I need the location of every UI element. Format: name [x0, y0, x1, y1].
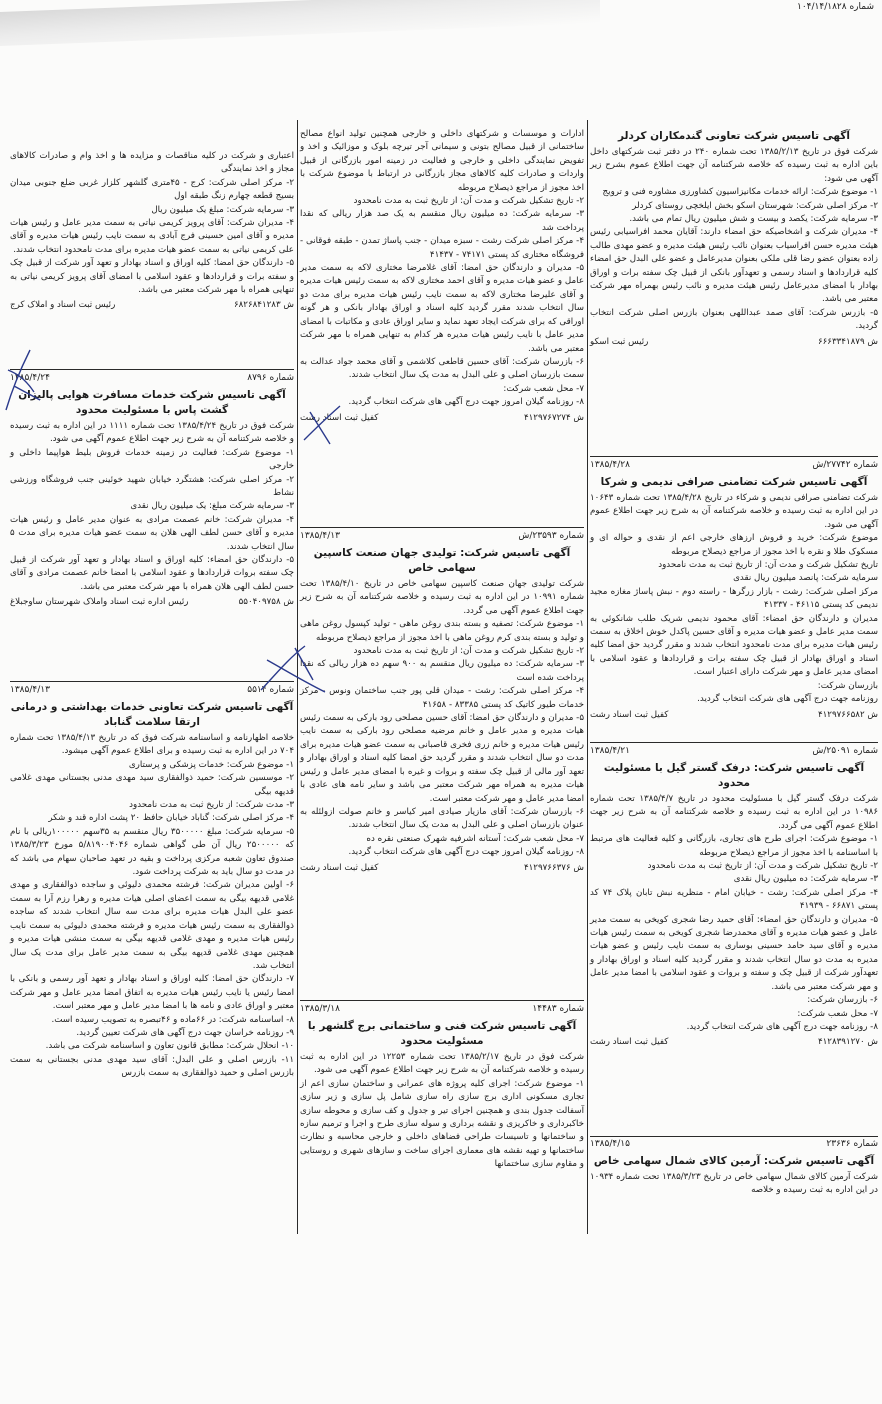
notice-title: آگهی تاسیس شرکت: آرمین کالای شمال سهامی خاص: [593, 1155, 875, 1167]
notice-kordlar: [590, 128, 878, 349]
notice-title: آگهی تاسیس شرکت: درفک گستر گیل با مسئولیت محدود: [603, 762, 865, 789]
notice-paragraph: ۸- اساسنامه شرکت: در ۶۶ماده و ۴۶تبصره به تصویب رسیده است.: [51, 1014, 294, 1025]
notice-paragraph: تاریخ تشکیل شرکت و مدت آن: از تاریخ ثبت به مدت نامحدود: [658, 560, 878, 571]
notice-number: شماره ۲۷۷۴۲/ش: [812, 460, 878, 470]
notice-paragraph: ۱- موضوع شرکت: تصفیه و بسته بندی روغن ماهی - تولید کپسول روغن ماهی و تولید و بسته بندی کرم روغن ماهی با اخذ مجوز از مراجع ذیصلاح مربوطه: [300, 619, 584, 643]
notice-paragraph: شرکت درفک گستر گیل با مسئولیت محدود در تاریخ ۱۳۸۵/۴/۷ تحت شماره ۱۰۹۸۶ در این اداره به ثبت رسیده و خلاصه شرکتنامه آن به شرح زیر جهت اطلاع عموم آگهی می گردد.: [590, 794, 878, 831]
notice-paragraph: ۵- مدیران و دارندگان حق امضا: آقای غلامرضا مختاری لاکه به سمت مدیر عامل و عضو هیات مدیره و آقای احمد مختاری لاکه به سمت رئیس هیات مدیره و آقای علیرضا مختاری لاکه به سمت نایب رئیس هیات مدیره برای مدت دو سال انتخاب شدند مقرر گردید کلیه اسناد و اوراق بهادار بانکی و هر گونه اوراقی که برای شرکت ایجاد تعهد نماید و سایر اوراق عادی و مکاتبات با امضای مدیر عامل با نایب رئیس هیات مدیره هر کدام به تنهایی همراه با مهر شرکت معتبر می باشد.: [300, 263, 584, 354]
notice-paragraph: ۸- روزنامه گیلان امروز جهت درج آگهی های شرکت انتخاب گردید.: [348, 847, 584, 858]
notice-armin: [590, 1139, 878, 1198]
notice-paragraph: ۸- روزنامه جهت درج آگهی های شرکت انتخاب گردید.: [686, 1021, 878, 1032]
notice-paragraph: ۱- موضوع شرکت: اجرای طرح های تجاری، بازرگانی و کلیه فعالیت های مرتبط با اساسنامه با اخذ مجوز از مراجع ذیصلاح مربوطه: [590, 834, 878, 858]
notice-paragraph: ۵- دارندگان حق امضاء: کلیه اوراق و اسناد بهادار و تعهد آور شرکت از قبیل چک سفته بروات قراردادها و عقود اسلامی با امضا خانم عصمت مرادی و آقای حسن لطف الهی هلان همراه با مهر شرکت معتبر می باشد.: [10, 555, 294, 592]
notice-number: شماره ۲۵۰۹۱/ش: [812, 746, 878, 756]
notice-title: آگهی تاسیس شرکت خدمات مسافرت هوایی پالیزان گشت پاس با مسئولیت محدود: [18, 389, 286, 416]
notice-signer: کفیل ثبت اسناد رشت: [300, 412, 379, 423]
notice-paragraph: ۷- دارندگان حق امضا: کلیه اوراق و اسناد بهادار و تعهد آور رسمی و بانکی با امضا رئیس یا نایب رئیس هیات مدیره به اتفاق امضا مدیر عامل و مهر شرکت معتبر و اوراق عادی و نامه ها با امضا مدیر عامل و مهر معتبر است.: [10, 974, 294, 1012]
notice-dorfak: [590, 746, 878, 1049]
notice-signature: [10, 299, 294, 312]
notice-date: ۱۳۸۵/۴/۱۳: [300, 531, 340, 541]
notice-date: ۱۳۸۵/۴/۲۸: [590, 460, 630, 470]
notice-signer: کفیل ثبت اسناد رشت: [590, 709, 669, 720]
notice-paragraph: ۶- اولین مدیران شرکت: فرشته محمدی دلیوئی و ساجده ذوالفقاری و مهدی غلامی قدیهه بیگی به سمت اعضای اصلی هیات مدیره و رهرا رزم آرا به سمت عضو علی البدل هیات مدیره برای مدت سه سال انتخاب شدند که ساجده ذوالفقاری به سمت رئیس هیات مدیره و فرشته محمدی دلیوئی به سمت نایب رئیس هیات مدیره و مهدی غلامی قدیهه بیگی به سمت منشی هیات مدیره و همچنین مهدی غلامی قدیهه بیگی به سمت مدیر عامل برای مدت یک سال انتخاب شد.: [10, 880, 294, 971]
notice-date: ۱۳۸۵/۴/۲۱: [590, 746, 630, 756]
notice-header: [590, 746, 878, 760]
notice-signature: [590, 709, 878, 722]
notice-paragraph: ۳- سرمایه شرکت: یکصد و بیست و شش میلیون ریال تمام می باشد.: [629, 214, 878, 225]
notice-paragraph: ۲- تاریخ تشکیل شرکت و مدت آن: از تاریخ ثبت به مدت نامحدود: [353, 646, 584, 657]
notice-signature: [590, 336, 878, 349]
notice-body: [590, 146, 878, 334]
notice-header: [300, 531, 584, 545]
notice-header: [590, 1139, 878, 1153]
notice-paragraph: ۳- سرمایه شرکت مبلغ: یک میلیون ریال نقدی: [130, 501, 294, 512]
notice-caspian: [300, 531, 584, 875]
notice-ref: ش ۴۱۲۹۷۶۶۵۸۲: [817, 709, 878, 720]
notice-title: آگهی تاسیس شرکت تعاونی خدمات بهداشتی و درمانی ارتقا سلامت گناباد: [10, 701, 294, 728]
notice-paragraph: ۲- مرکز اصلی شرکت: شهرستان اسکو بخش ایلخچی روستای کردلر: [632, 200, 878, 211]
notice-paragraph: ۴- مدیران شرکت: آقای پرویز کریمی نیاتی به سمت مدیر عامل و رئیس هیات مدیره و آقای امین حسینی فرج آبادی به سمت نایب رئیس هیات مدیره و آقای علی کریمی نیاتی به سمت عضو هیات مدیره برای مدت نامحدود انتخاب شدند.: [10, 218, 294, 255]
notice-separator: [590, 456, 878, 457]
notice-paragraph: ادارات و موسسات و شرکتهای داخلی و خارجی همچنین تولید انواع مصالح ساختمانی از قبیل مصالح بتونی و سیمانی آجر تیرچه بلوک و موزائیک و اخذ و تفویض نمایندگی داخلی و خارجی و فعالیت در زمینه امور بازرگانی از قبیل واردات و صادرات کلیه کالاهای مجاز بازرگانی در ارتباط با موضوع شرکت با اخذ مجوز از مراجع ذیصلاح مربوطه: [300, 129, 584, 193]
notice-signature: [300, 412, 584, 425]
notice-paragraph: شرکت آرمین کالای شمال سهامی خاص در تاریخ ۱۳۸۵/۳/۲۳ تحت شماره ۱۰۹۳۴ در این اداره به ثبت رسیده و خلاصه: [590, 1172, 878, 1196]
notice-body: [10, 150, 294, 297]
notice-paragraph: ۳- مدت شرکت: از تاریخ ثبت به مدت نامحدود: [129, 800, 294, 811]
notice-paragraph: ۴- مرکز اصلی شرکت: رشت - میدان قلی پور جنب ساختمان ونوس - مرکز خدمات طیور کاتیک کد پستی ۸۳۳۸۵ - ۴۱۶۵۸: [300, 686, 584, 710]
notice-paragraph: اعتباری و شرکت در کلیه مناقصات و مزایده ها و اخذ وام و صادرات کالاهای مجاز و اخذ نمایندگی: [10, 151, 294, 175]
notice-body: [590, 492, 878, 707]
notice-paragraph: ۲- تاریخ تشکیل شرکت و مدت آن: از تاریخ ثبت به مدت نامحدود: [647, 861, 878, 872]
notice-paragraph: ۵- مدیران و دارندگان حق امضا: آقای حسین مصلحی رود بارکی به سمت رئیس هیات مدیره و مدیر عامل و خانم مرضیه مصلحی رود بارکی به سمت نایب رئیس هیات مدیره و خانم زری فخری قاصبانی به سمت عضو هیات مدیره برای مدت دو سال انتخاب شدند و مقرر گردید حق امضا کلیه اسناد و اوراق بهادار و تعهد آور مالی از قبیل چک سفته و بروات و غیره با امضای مدیر عامل و رئیس هیات مدیره به همراه مهر شرکت معتبر می باشد و سایر نامه های عادی با امضا مدیر عامل و مهر شرکت معتبر است.: [300, 713, 584, 804]
notice-ref: ش ۴۱۲۹۷۶۷۲۷۴: [523, 412, 584, 423]
notice-header: [590, 460, 878, 474]
column-divider-left: [297, 120, 298, 1234]
column-divider-right: [587, 120, 588, 1234]
notice-paragraph: مدیران و دارندگان حق امضاء: آقای محمود ندیمی شریک طلب شانکوئی به سمت مدیر عامل و عضو هیات مدیره و آقای حسین پاکدل خوش اخلاق به سمت رئیس هیات مدیره برای مدت نامحدود انتخاب شدند و مقرر گردید حق امضا کلیه اسناد و اوراق بهادار از قبیل چک سفته برات و قراردادها و عقود اسلامی با امضای مدیر عامل و مهر شرکت دارای اعتبار است.: [590, 613, 878, 678]
notice-signer: رئیس ثبت اسناد و املاک کرج: [10, 300, 116, 311]
notice-paragraph: ۱- موضوع شرکت: خدمات پزشکی و پرستاری: [128, 759, 294, 770]
notice-golshahr: [300, 1004, 584, 1172]
notice-paragraph: ۶- بازرسان شرکت: آقای حسین قاطعی کلاشمی و آقای محمد جواد عدالت به سمت بازرسان اصلی و علی البدل به مدت یک سال انتخاب شدند.: [300, 356, 584, 381]
notice-separator: [590, 742, 878, 743]
notice-separator: [590, 1136, 878, 1137]
notice-ref: ش ۵۵۰۴۰۹۷۵۸: [238, 597, 294, 608]
top-strip: [0, 0, 882, 14]
notice-signature: [300, 862, 584, 875]
notice-palizan: [10, 373, 294, 622]
notice-date: ۱۳۸۵/۳/۱۸: [300, 1004, 340, 1014]
notice-body: [300, 128, 584, 410]
notice-number: شماره ۲۳۶۳۶: [826, 1139, 878, 1149]
notice-paragraph: ۱۰- انحلال شرکت: مطابق قانون تعاون و اساسنامه شرکت می باشد.: [45, 1041, 294, 1052]
notice-separator: [300, 1000, 584, 1001]
notice-karaj: [10, 150, 294, 312]
notice-paragraph: روزنامه جهت درج آگهی های شرکت انتخاب گردید.: [697, 694, 878, 705]
notice-ref: ش ۴۱۲۸۳۹۱۲۷۰: [817, 1037, 878, 1048]
notice-paragraph: مرکز اصلی شرکت: رشت - بازار زرگرها - راسته دوم - نبش پاساژ مغازه مجید ندیمی کد پستی ۴۶۱۱۵ - ۴۱۳۳۷: [590, 586, 878, 611]
notice-paragraph: ۸- روزنامه گیلان امروز جهت درج آگهی های شرکت انتخاب گردید.: [348, 397, 584, 408]
notice-paragraph: ۱- موضوع شرکت: اجرای کلیه پروژه های عمرانی و ساختمان سازی اعم از تجاری مسکونی اداری برج سازی راه سازی شامل پل سازی و زیر سازی آسفالت جدول بندی و همچنین اجرای تیر و جدول و کف سازی و محوطه سازی خاکبرداری و خاکریزی و نقشه برداری و سوله سازی طرح و اجرا و ترمیم سازه و ساختمانها و تاسیسات طراحی فضاهای داخلی و خارجی محاسبه و نظارت ساختمانها و تهیه نقشه های معماری اجرای ساخت و سازهای شهری و روستایی و مقاوم سازی ساختمانها: [300, 1078, 584, 1170]
notice-header: [10, 685, 294, 699]
notice-paragraph: سرمایه شرکت: پانصد میلیون ریال نقدی: [733, 573, 878, 584]
notice-paragraph: ۲- مرکز اصلی شرکت: کرج - ۴۵متری گلشهر کلزار غربی ضلع جنوبی میدان بسیج قطعه چهارم زنگ طبقه اول: [10, 177, 294, 202]
notice-paragraph: ۳- سرمایه شرکت: ده میلیون ریال منقسم به یک صد هزار ریالی که نقدا پرداخت شد: [300, 209, 584, 233]
notice-paragraph: موضوع شرکت: خرید و فروش ارزهای خارجی اعم از نقدی و حواله ای و مسکوک طلا و نقره با اخذ مجوز از مراجع ذیصلاح مربوطه: [590, 533, 878, 557]
notice-mokhtari: [300, 128, 584, 425]
notice-title: آگهی تاسیس شرکت تضامنی صرافی ندیمی و شرکا: [600, 476, 868, 488]
notice-paragraph: ۴- مرکز اصلی شرکت: رشت - خیابان امام - منظریه نبش تابان پلاک ۷۴ کد پستی ۶۶۸۷۱ - ۴۱۹۳۹: [590, 887, 878, 912]
notice-paragraph: ۴- مرکز اصلی شرکت: گناباد خیابان حافظ ۲۰ پشت اداره قند و شکر: [48, 813, 294, 824]
notice-paragraph: شرکت تضامنی صرافی ندیمی و شرکاء در تاریخ ۱۳۸۵/۴/۲۸ تحت شماره ۱۰۶۴۳ در این اداره به ثبت رسیده و خلاصه شرکتنامه آن به شرح زیر جهت اطلاع عموم آگهی می شود.: [590, 493, 878, 530]
notice-paragraph: شرکت فوق در تاریخ ۱۳۸۵/۲/۱۳ تحت شماره ۲۴۰ در دفتر ثبت شرکتهای داخل باین اداره به ثبت رسیده که خلاصه شرکتنامه آن جهت اطلاع عموم بشرح زیر آگهی می شود:: [590, 147, 878, 184]
notice-ref: ش ۶۸۲۶۸۴۱۲۸۳: [233, 300, 294, 311]
notice-paragraph: خلاصه اظهارنامه و اساسنامه شرکت فوق که در تاریخ ۱۳۸۵/۴/۱۳ تحت شماره ۷۰۴ در این اداره به ثبت رسیده و برای اطلاع عموم آگهی میشود.: [10, 733, 295, 757]
notice-paragraph: ۱- موضوع شرکت: فعالیت در زمینه خدمات فروش بلیط هواپیما داخلی و خارجی: [10, 447, 294, 472]
notice-paragraph: شرکت تولیدی جهان صنعت کاسپین سهامی خاص در تاریخ ۱۳۸۵/۴/۱۰ تحت شماره ۱۰۹۹۱ در این اداره به ثبت رسیده و خلاصه شرکتنامه آن به شرح زیر جهت اطلاع عموم آگهی می گردد.: [300, 579, 584, 616]
notice-body: [10, 732, 294, 1081]
notice-date: ۱۳۸۵/۴/۱۵: [590, 1139, 630, 1149]
notice-separator: [10, 681, 294, 682]
notice-paragraph: ۲- موسسین شرکت: حمید ذوالفقاری سید مهدی مدنی بجستانی مهدی غلامی قدیهه بیگی: [10, 773, 294, 797]
notice-paragraph: ۵- مدیران و دارندگان حق امضاء: آقای حمید رضا شجری کویخی به سمت مدیر عامل و عضو هیات مدیره و آقای محمدرضا شجری کویخی به سمت رئیس هیات مدیره و آقای سید حامد حسینی بوساری به سمت نایب رئیس و عضو هیات مدیره به مدت دو سال انتخاب شدند و مقرر گردید کلیه اسناد و اوراق بهادار و تعهدآور شرکت از قبیل چک و سفته و بروات و عقود اسلامی با امضا مدیر عامل و مهر شرکت معتبر می باشد.: [590, 914, 878, 992]
notice-paragraph: ۱- موضوع شرکت: ارائه خدمات مکانیزاسیون کشاورزی مشاوره فنی و ترویج: [602, 187, 878, 198]
notice-paragraph: ۲- مرکز اصلی شرکت: هشتگرد خیابان شهید خوئینی جنب فروشگاه ورزشی نشاط: [10, 474, 294, 499]
notice-paragraph: ۱۱- بازرس اصلی و علی البدل: آقای سید مهدی مدنی بجستانی به سمت بازرس اصلی و حمید ذوالفقاری به سمت بازرس: [10, 1054, 294, 1079]
notice-date: ۱۳۸۵/۴/۲۴: [10, 373, 50, 383]
notice-signer: رئیس ثبت اسکو: [590, 336, 649, 347]
notice-paragraph: ۵- سرمایه شرکت: مبلغ ۳۵۰۰۰۰۰ ریال منقسم به ۳۵سهم ۱۰۰۰۰۰ریالی با نام که ۲۵۰۰۰۰۰ ریال آن طی گواهی شماره ۵/۸۱۹۰۰۴۰۴۶ مورخ ۱۳۸۵/۳/۲۳ صندوق تعاون شعبه مرکزی پرداخت و بقیه در تعهد صاحبان سهام می باشد که در مدت دو سال باید به شرکت پرداخت شود.: [10, 826, 294, 878]
notice-paragraph: ۴- مدیران شرکت: خانم عصمت مرادی به عنوان مدیر عامل و رئیس هیات مدیره و آقای حسن لطف الهی هلان به سمت عضو هیات مدیره برای مدت ۵ سال انتخاب شدند.: [10, 514, 294, 552]
notice-paragraph: ۶- بازرسان شرکت:: [807, 995, 878, 1006]
notice-signer: کفیل ثبت اسناد رشت: [300, 862, 379, 873]
notice-paragraph: ۷- محل شعب شرکت:: [503, 383, 584, 394]
notice-paragraph: ۵- بازرس شرکت: آقای صمد عبداللهی بعنوان بازرس اصلی شرکت انتخاب گردید.: [590, 307, 878, 332]
notice-paragraph: شرکت فوق در تاریخ ۱۳۸۵/۴/۲۴ تحت شماره ۱۱۱۱ در این اداره به ثبت رسیده و خلاصه شرکتنامه آن به شرح زیر جهت اطلاع عموم آگهی می شود.: [10, 421, 294, 445]
notice-gonabad: [10, 685, 294, 1081]
notice-paragraph: ۳- سرمایه شرکت: ده میلیون ریال نقدی: [733, 874, 878, 885]
notice-paragraph: ۳- سرمایه شرکت: مبلغ یک میلیون ریال: [151, 204, 294, 215]
notice-paragraph: ۷- محل شعب شرکت:: [797, 1008, 878, 1019]
top-number: شماره ۱۰۴/۱۴/۱۸۲۸: [797, 2, 874, 12]
notice-paragraph: ۵- دارندگان حق امضا: کلیه اوراق و اسناد بهادار و تعهد آور شرکت از قبیل چک و سفته برات و قراردادها و عقود اسلامی با امضای آقای پرویز کریمی نیاتی به تنهایی همراه با مهر شرکت معتبر می باشد.: [10, 258, 294, 296]
notice-title: آگهی تاسیس شرکت تعاونی گندمکاران کردلر: [618, 130, 850, 142]
notice-ref: ش ۶۶۶۳۳۴۱۸۷۹: [817, 336, 878, 347]
notice-paragraph: ۴- مدیران شرکت و اشخاصیکه حق امضاء دارند: آقایان محمد افراسیابی رئیس هیئت مدیره حسن افراسیاب بعنوان نائب رئیس هیئت مدیره و عضو مهدی طالب زاده بعنوان عضو رضا قلی ملکی بعنوان مدیرعامل و عضو علی البدل حق امضاء کلیه قراردادها و اسناد رسمی و تعهدآور بانکی از قبیل چک سفته برات و اوراق بهادار با امضای مدیرعامل رئیس هیئت مدیره و نائب رئیس بهمراه مهر شرکت معتبر می باشد.: [590, 227, 878, 305]
notice-body: [300, 578, 584, 860]
notice-body: [590, 793, 878, 1034]
notice-date: ۱۳۸۵/۴/۱۳: [10, 685, 50, 695]
notice-paragraph: ۶- بازرسان شرکت: آقای مازیار صیادی امیر کیاسر و خانم صولت ازولئله به عنوان بازرسان اصلی و علی البدل به مدت یک سال انتخاب شدند.: [300, 806, 584, 831]
notice-number: شماره ۸۷۹۶: [247, 373, 294, 383]
notice-body: [300, 1051, 584, 1172]
notice-number: شماره ۱۴۴۸۳: [532, 1004, 584, 1014]
notice-header: [300, 1004, 584, 1018]
notice-title: آگهی تاسیس شرکت: تولیدی جهان صنعت کاسپین سهامی خاص: [313, 547, 571, 574]
notice-signature: [10, 596, 294, 622]
notice-paragraph: ۴- مرکز اصلی شرکت رشت - سبزه میدان - جنب پاساژ تمدن - طبقه فوقانی - فروشگاه مختاری کد پستی ۷۴۱۷۱ - ۴۱۴۳۷: [300, 236, 584, 260]
notice-signer: کفیل ثبت اسناد رشت: [590, 1037, 669, 1048]
notice-header: [10, 373, 294, 387]
notice-signature: [590, 1036, 878, 1049]
notice-separator: [300, 527, 584, 528]
notice-body: [590, 1171, 878, 1198]
notice-paragraph: ۷- محل شعب شرکت: آستانه اشرفیه شهرک صنعتی نقره ده: [366, 833, 584, 844]
notice-paragraph: ۹- روزنامه خراسان جهت درج آگهی های شرکت تعیین گردید.: [76, 1027, 294, 1038]
notice-paragraph: ۲- تاریخ تشکیل شرکت و مدت آن: از تاریخ ثبت به مدت نامحدود: [353, 196, 584, 207]
notice-paragraph: بازرسان شرکت:: [817, 680, 878, 691]
notice-number: شماره ۲۳۵۹۳/ش: [518, 531, 584, 541]
notice-paragraph: ۳- سرمایه شرکت: ده میلیون ریال منقسم به ۹۰۰ سهم ده هزار ریالی که نقدا پرداخت شده است: [300, 659, 584, 683]
notice-number: شماره ۵۵۱۴: [247, 685, 294, 695]
notice-nadimi: [590, 460, 878, 722]
notice-paragraph: شرکت فوق در تاریخ ۱۳۸۵/۲/۱۷ تحت شماره ۱۲۲۵۳ در این اداره به ثبت رسیده و خلاصه شرکتنامه آن به شرح زیر جهت اطلاع عموم آگهی می شود.: [300, 1052, 584, 1076]
notice-title: آگهی تاسیس شرکت فنی و ساختمانی برج گلشهر با مسئولیت محدود: [307, 1020, 577, 1047]
notice-signer: رئیس اداره ثبت اسناد واملاک شهرستان ساوجبلاغ: [10, 597, 189, 608]
notice-body: [10, 420, 294, 594]
notice-separator: [10, 369, 294, 370]
notice-ref: ش ۴۱۲۹۷۶۶۳۷۶: [523, 862, 584, 873]
